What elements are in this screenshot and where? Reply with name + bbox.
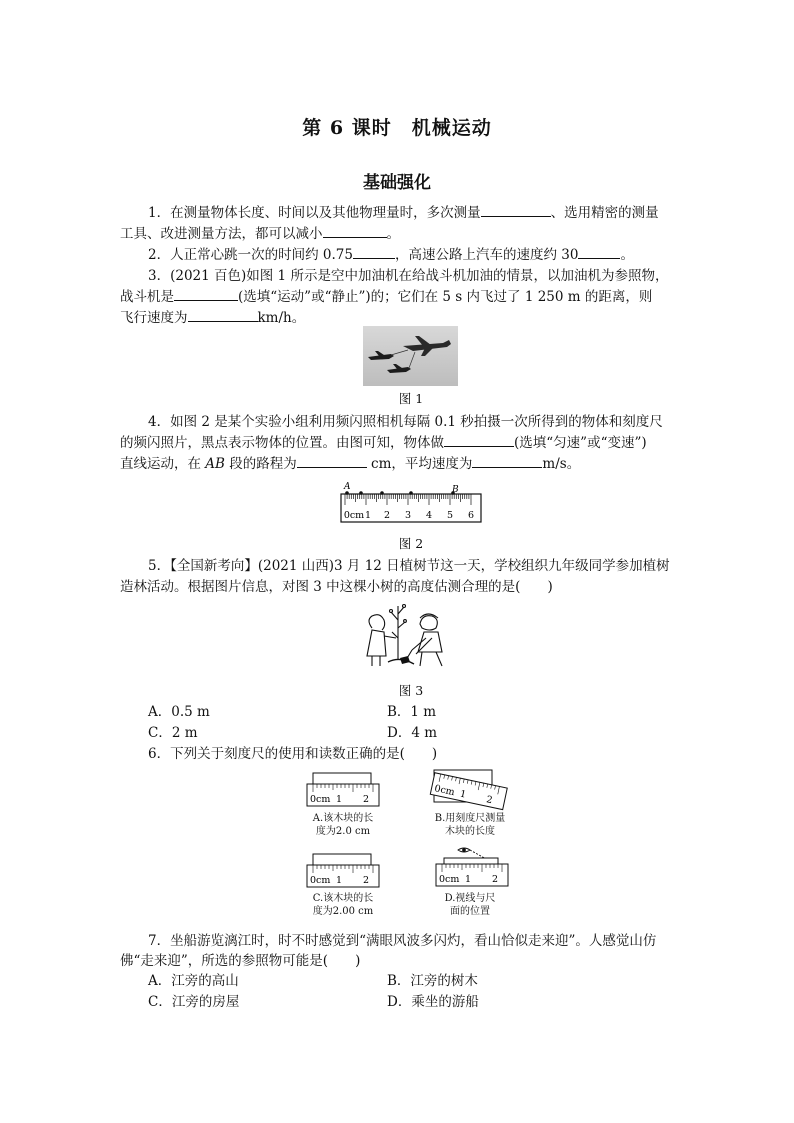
point-a-label: A xyxy=(344,482,351,492)
question-2-line: 2．人正常心跳一次的时间约 0.75 ，高速公路上汽车的速度约 30 。 xyxy=(148,247,634,263)
answer-blank[interactable] xyxy=(323,224,387,238)
ruler-tick-label: 2 xyxy=(492,874,499,885)
question-5-line-1: 5．【全国新考向】(2021 山西)3 月 12 日植树节这一天，学校组织九年级同学参加植树 xyxy=(148,558,670,574)
ruler-tick-label: 1 xyxy=(336,875,343,886)
q7-option-c[interactable]: C．江旁的房屋 xyxy=(148,994,240,1010)
ruler-tick-label: 4 xyxy=(425,510,433,521)
answer-blank[interactable] xyxy=(188,308,258,322)
q6-figure-b-ruler xyxy=(428,766,512,814)
ruler-tick-label: 6 xyxy=(467,510,475,521)
ruler-tick-label: 2 xyxy=(383,510,391,521)
answer-blank[interactable] xyxy=(174,287,238,301)
boy-head xyxy=(420,616,437,630)
question-3-line-2: 战斗机是 (选填“运动”或“静止”)的；它们在 5 s 内飞过了 1 250 m 的距离，则 xyxy=(120,289,653,305)
answer-blank[interactable] xyxy=(297,454,367,468)
question-5-line-2: 造林活动。根据图片信息，对图 3 中这棵小树的高度估测合理的是( ) xyxy=(120,579,553,595)
ruler-tick-label: 1 xyxy=(364,510,372,521)
lesson-title: 第 6 课时 机械运动 xyxy=(302,117,492,139)
ruler-tick-label: 2 xyxy=(485,794,494,807)
question-6-stem: 6．下列关于刻度尺的使用和读数正确的是( ) xyxy=(148,746,438,762)
ruler-tick-label: 0cm xyxy=(343,510,365,521)
q7-option-a[interactable]: A．江旁的高山 xyxy=(148,973,239,989)
q6-figure-d-ruler xyxy=(430,844,514,892)
ruler-tick-label: 1 xyxy=(465,874,472,885)
q6-caption-a[interactable]: A.该木块的长 度为2.0 cm xyxy=(312,813,374,837)
ruler-tick-label: 3 xyxy=(404,510,412,521)
figure-3-caption: 图 3 xyxy=(398,683,424,698)
ruler-tick-label: 0cm xyxy=(310,794,331,805)
answer-blank[interactable] xyxy=(578,245,620,259)
q7-option-d[interactable]: D．乘坐的游船 xyxy=(387,994,479,1010)
figure-2-caption: 图 2 xyxy=(398,536,424,551)
ruler-tick-label: 1 xyxy=(458,788,468,801)
answer-blank[interactable] xyxy=(353,245,395,259)
q6-caption-c[interactable]: C.该木块的长 度为2.00 cm xyxy=(312,893,374,917)
ruler-tick-label: 1 xyxy=(336,794,343,805)
ruler-tick-label: 0cm xyxy=(433,783,456,799)
wood-block xyxy=(313,773,371,784)
figure-1-refueling-photo xyxy=(363,326,458,386)
wood-block xyxy=(313,854,371,865)
q5-option-d[interactable]: D．4 m xyxy=(387,725,438,741)
figure-3-tree-planting xyxy=(360,598,460,670)
question-7-line-2: 佛“走来迎”，所选的参照物可能是( ) xyxy=(120,953,361,969)
section-heading: 基础强化 xyxy=(363,173,431,193)
ruler-tick-label: 2 xyxy=(363,875,370,886)
answer-blank[interactable] xyxy=(481,203,551,217)
question-4-line-1: 4．如图 2 是某个实验小组利用频闪照相机每隔 0.1 秒拍摄一次所得到的物体和刻度尺 xyxy=(148,414,663,430)
q6-caption-b[interactable]: B.用刻度尺测量 木块的长度 xyxy=(434,813,506,837)
point-b-label: B xyxy=(452,485,459,495)
q5-option-b[interactable]: B．1 m xyxy=(387,704,437,720)
q6-figure-c-ruler xyxy=(303,852,383,892)
ruler-tick-label: 0cm xyxy=(439,874,460,885)
q5-option-a[interactable]: A．0.5 m xyxy=(148,704,210,720)
question-1-line-1: 1．在测量物体长度、时间以及其他物理量时，多次测量 、选用精密的测量 xyxy=(148,205,659,221)
q7-option-b[interactable]: B．江旁的树木 xyxy=(387,973,478,989)
question-7-line-1: 7．坐船游览漓江时，时不时感觉到“满眼风波多闪灼，看山恰似走来迎”。人感觉山仿 xyxy=(148,933,657,949)
question-3-line-3: 飞行速度为 km/h。 xyxy=(120,310,306,326)
question-4-line-2: 的频闪照片，黑点表示物体的位置。由图可知，物体做 (选填“匀速”或“变速”) xyxy=(120,435,647,451)
answer-blank[interactable] xyxy=(472,454,542,468)
figure-2-ruler xyxy=(336,482,486,526)
question-4-line-3: 直线运动，在 AB 段的路程为 cm，平均速度为 m/s。 xyxy=(120,456,581,472)
ruler-tick-label: 2 xyxy=(363,794,370,805)
ruler-tick-label: 5 xyxy=(446,510,454,521)
question-3-line-1: 3．(2021 百色)如图 1 所示是空中加油机在给战斗机加油的情景，以加油机为参照物， xyxy=(148,268,669,284)
girl-head xyxy=(369,615,385,630)
q5-option-c[interactable]: C．2 m xyxy=(148,725,198,741)
question-1-line-2: 工具、改进测量方法，都可以减小 。 xyxy=(120,226,400,242)
answer-blank[interactable] xyxy=(444,433,514,447)
q6-figure-a-ruler xyxy=(303,771,383,811)
q6-caption-d[interactable]: D.视线与尺 面的位置 xyxy=(444,893,496,917)
ruler-tick-label: 0cm xyxy=(310,875,331,886)
wood-block xyxy=(444,858,498,864)
figure-1-caption: 图 1 xyxy=(398,391,424,406)
